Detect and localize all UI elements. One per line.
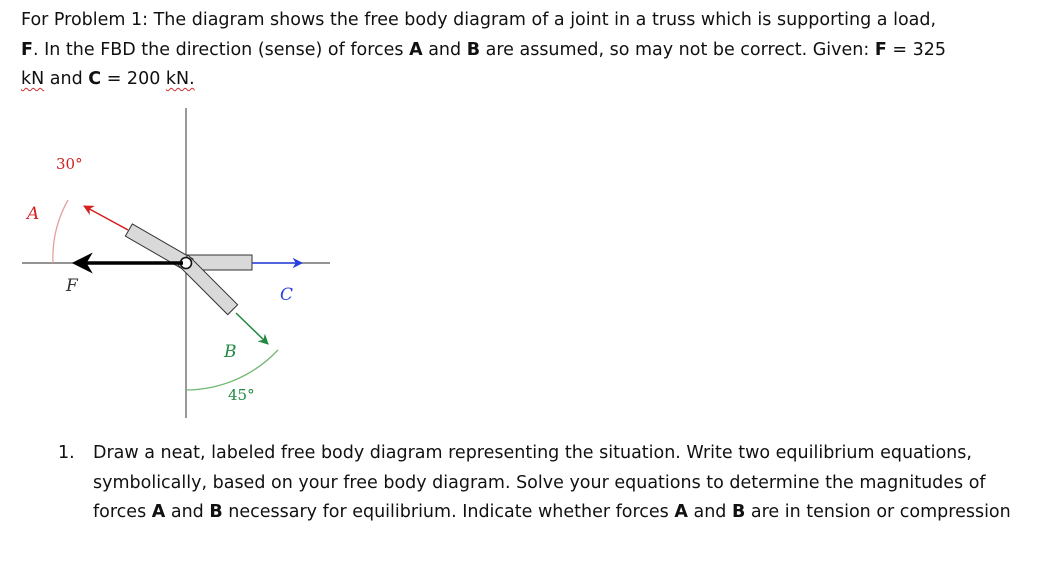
label-f: F — [66, 276, 78, 296]
label-c: C — [280, 285, 294, 305]
task-number: 1. — [58, 443, 75, 463]
task-text: Draw a neat, labeled free body diagram representing the situation. Write two equilibrium equations, symbolically, based on your free body diagram. Solve your equations to determine the magnitudes of forces A and B necessary for equilibrium. Indicate whether forces A and B are in tension or compression — [93, 443, 1011, 522]
free-body-diagram — [0, 100, 340, 425]
angle-a-label: 30° — [56, 155, 83, 173]
task-1 — [58, 439, 1018, 528]
label-a: A — [27, 204, 40, 224]
force-b-arrow — [236, 313, 268, 344]
force-a-arrow — [84, 206, 128, 230]
label-b: B — [224, 342, 237, 362]
angle-b-label: 45° — [228, 386, 255, 404]
problem-intro: For Problem 1: The diagram shows the free body diagram of a joint in a truss which is supporting a load, F. In the FBD the direction (sense) of forces A and B are assumed, so may not be correct. Given: F = 325 kN and C = 200 kN. — [21, 10, 946, 89]
angle-a-arc — [53, 200, 68, 263]
